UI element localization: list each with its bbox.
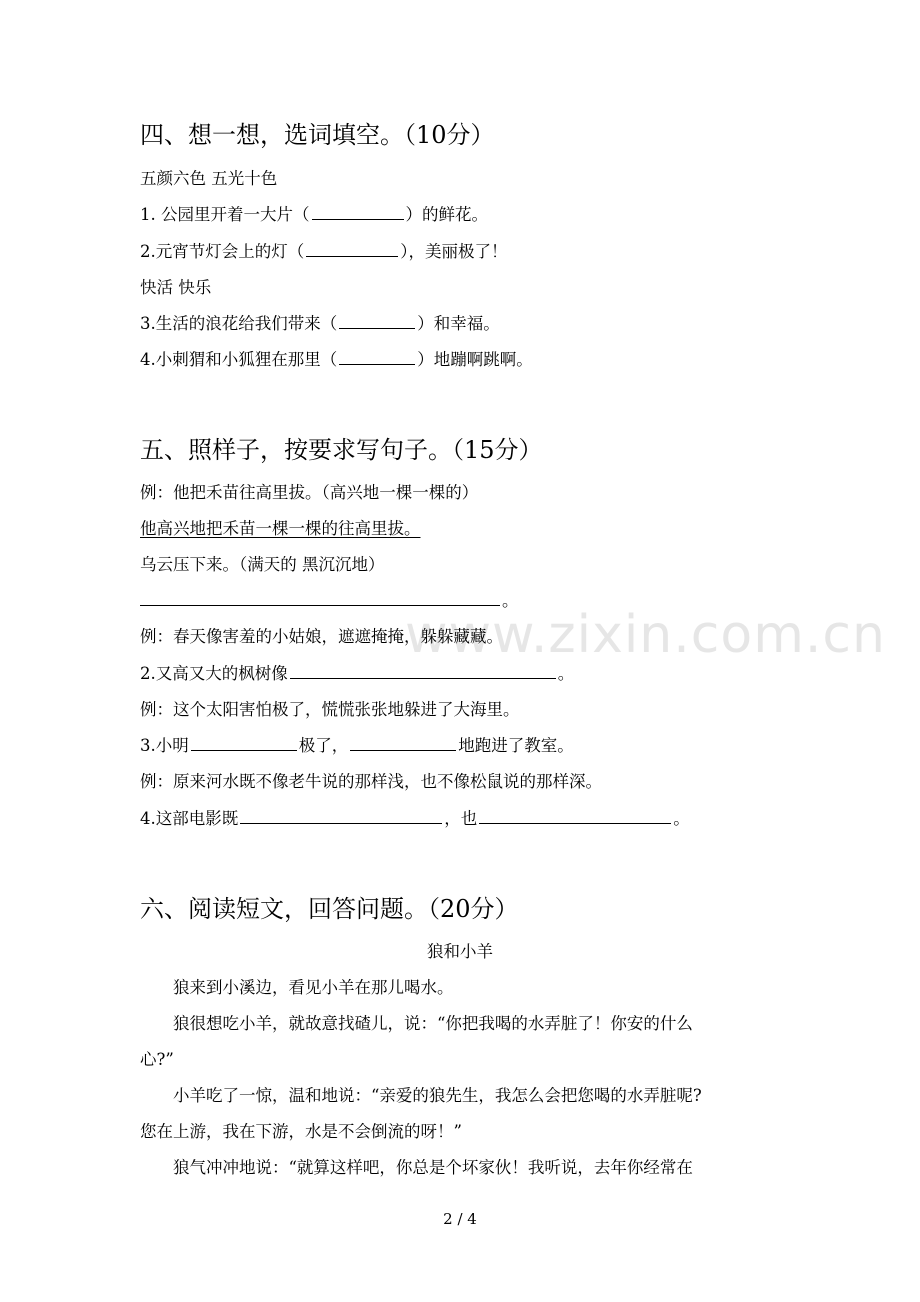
question-text: 极了， — [298, 736, 349, 755]
story-paragraph-2-line-2: 心?” — [140, 1050, 174, 1069]
question-4-1 — [140, 204, 488, 226]
question-text: 地跑进了教室。 — [458, 736, 574, 755]
section-4-title: 四、想一想，选词填空。（10分） — [140, 121, 495, 149]
answer-blank[interactable] — [306, 241, 398, 257]
line-end: 。 — [557, 664, 575, 683]
question-5-4 — [140, 808, 690, 830]
question-text: 2.元宵节灯会上的灯（ — [140, 242, 305, 261]
answer-blank[interactable] — [240, 808, 442, 824]
word-choices-1: 五颜六色 五光十色 — [140, 169, 278, 188]
story-paragraph-1: 狼来到小溪边，看见小羊在那儿喝水。 — [173, 978, 454, 997]
question-text: ）的鲜花。 — [405, 205, 488, 224]
line-end: 。 — [502, 591, 519, 610]
example-2: 例：春天像害羞的小姑娘，遮遮掩掩，躲躲藏藏。 — [140, 627, 503, 646]
example-4: 例：原来河水既不像老牛说的那样浅，也不像松鼠说的那样深。 — [140, 772, 602, 791]
question-4-3 — [140, 313, 500, 335]
example-1: 例：他把禾苗往高里拔。（高兴地一棵一棵的） — [140, 483, 479, 502]
answer-blank[interactable] — [140, 590, 500, 606]
answer-blank[interactable] — [339, 349, 415, 365]
question-text: ）地蹦啊跳啊。 — [417, 350, 533, 369]
section-6-title: 六、阅读短文，回答问题。（20分） — [140, 895, 519, 923]
line-end: 。 — [673, 809, 690, 828]
question-text: 2.又高又大的枫树像 — [140, 664, 288, 683]
example-1-answer: 他高兴地把禾苗一棵一棵的往高里拔。 — [140, 519, 421, 538]
page-number: 2 / 4 — [443, 1210, 477, 1228]
question-text: 3.小明 — [140, 736, 189, 755]
story-paragraph-3-line-1: 小羊吃了一惊，温和地说：“亲爱的狼先生，我怎么会把您喝的水弄脏呢? — [173, 1086, 702, 1105]
question-text: ），美丽极了！ — [400, 242, 508, 261]
question-text: 3.生活的浪花给我们带来（ — [140, 314, 338, 333]
answer-blank[interactable] — [350, 735, 456, 751]
question-5-1-answer-line — [140, 590, 519, 612]
question-5-3 — [140, 735, 574, 757]
answer-blank[interactable] — [312, 204, 404, 220]
story-paragraph-3-line-2: 您在上游，我在下游，水是不会倒流的呀！” — [140, 1122, 462, 1141]
question-4-2 — [140, 241, 508, 263]
answer-blank[interactable] — [290, 663, 556, 679]
question-text: 4.这部电影既 — [140, 809, 239, 828]
answer-blank[interactable] — [191, 735, 297, 751]
question-5-1: 乌云压下来。（满天的 黑沉沉地） — [140, 555, 385, 574]
story-paragraph-4-line-1: 狼气冲冲地说：“就算这样吧，你总是个坏家伙！我听说，去年你经常在 — [173, 1158, 693, 1177]
story-title: 狼和小羊 — [427, 942, 493, 961]
question-5-2 — [140, 663, 574, 685]
question-text: ，也 — [444, 809, 478, 828]
word-choices-2: 快活 快乐 — [140, 278, 212, 297]
question-4-4 — [140, 349, 533, 371]
watermark: www.zixin.com.cn — [405, 605, 886, 665]
answer-blank[interactable] — [479, 808, 671, 824]
question-text: 1. 公园里开着一大片（ — [140, 205, 310, 224]
section-5-title: 五、照样子，按要求写句子。（15分） — [140, 436, 543, 464]
example-3: 例：这个太阳害怕极了，慌慌张张地躲进了大海里。 — [140, 700, 520, 719]
answer-blank[interactable] — [339, 313, 415, 329]
question-text: 4.小刺猬和小狐狸在那里（ — [140, 350, 338, 369]
question-text: ）和幸福。 — [417, 314, 500, 333]
story-paragraph-2-line-1: 狼很想吃小羊，就故意找碴儿，说：“你把我喝的水弄脏了！你安的什么 — [173, 1014, 693, 1033]
